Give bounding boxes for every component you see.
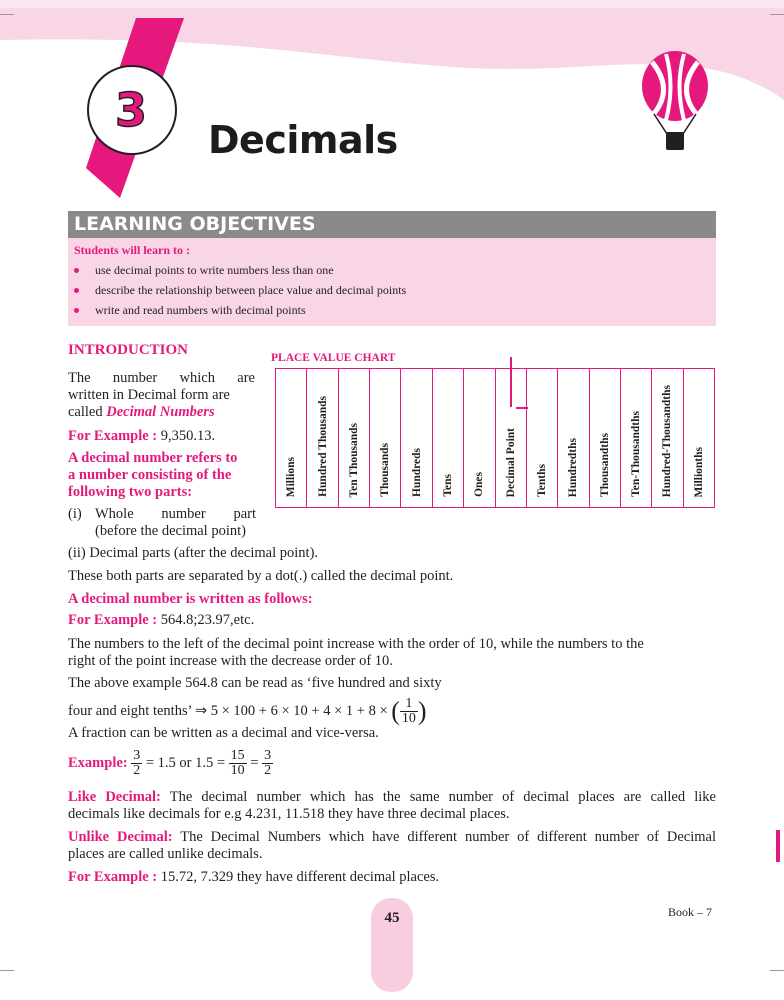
part-2: (ii) Decimal parts (after the decimal point). — [68, 545, 319, 561]
example-1 — [68, 428, 215, 445]
fraction-denominator: 2 — [133, 763, 141, 779]
pv-column-label: Ten Thousands — [347, 422, 360, 497]
pv-column — [527, 369, 558, 507]
fraction-numerator: 3 — [264, 748, 272, 764]
pv-column — [401, 369, 432, 507]
crop-mark — [0, 970, 14, 971]
fraction-line: A fraction can be written as a decimal and vice-versa. — [68, 725, 379, 741]
pv-column-label: Millionths — [692, 446, 705, 497]
chapter-title: Decimals — [208, 118, 398, 162]
bullet-icon — [74, 288, 79, 293]
written-heading: A decimal number is written as follows: — [68, 591, 313, 607]
part-1-num: (i) — [68, 506, 82, 522]
pv-column-label: Hundredths — [567, 437, 580, 497]
bullet-icon — [74, 268, 79, 273]
pv-column-label: Hundred-Thousandths — [661, 384, 674, 497]
pv-column — [621, 369, 652, 507]
place-value-chart-title: PLACE VALUE CHART — [271, 352, 396, 364]
unlike-text: The Decimal Numbers which have different number of different number of Decimal — [180, 829, 716, 845]
objective-item: write and read numbers with decimal points — [95, 303, 306, 317]
pv-column-label: Thousandths — [598, 433, 611, 497]
pv-column — [558, 369, 589, 507]
unlike-line-1 — [68, 829, 716, 846]
fraction-example — [68, 746, 273, 780]
pv-column — [652, 369, 683, 507]
pv-column-label: Hundred Thousands — [316, 396, 329, 497]
like-decimal — [68, 789, 716, 823]
fraction-denominator: 10 — [230, 763, 245, 779]
pv-column-label: Tenths — [536, 464, 549, 497]
order-line-2: right of the point increase with the decrease order of 10. — [68, 653, 393, 669]
pv-column — [276, 369, 307, 507]
parts-heading-line: A decimal number refers to — [68, 450, 238, 466]
example-label: For Example : — [68, 428, 158, 444]
objectives-lead: Students will learn to : — [74, 243, 191, 257]
example-value: 9,350.13. — [160, 428, 216, 444]
intro-line — [68, 404, 215, 421]
pv-column — [339, 369, 370, 507]
pv-column-label: Decimal Point — [504, 427, 517, 497]
decimal-point-pointer-h — [516, 407, 528, 409]
example-label: Example: — [68, 755, 128, 771]
objective-item: describe the relationship between place value and decimal points — [95, 283, 407, 297]
pv-column-label: Millions — [285, 456, 298, 497]
pv-column-label: Ten-Thousandths — [630, 411, 643, 497]
place-value-chart — [275, 368, 715, 508]
hot-air-balloon-icon — [640, 50, 710, 154]
example-middle: = 1.5 or 1.5 = — [145, 755, 226, 771]
like-line-2: decimals like decimals for e.g 4.231, 11.518 they have three decimal places. — [68, 806, 510, 822]
equals-sign: = — [250, 755, 259, 771]
fraction-denominator: 10 — [401, 711, 416, 727]
parts-heading — [68, 450, 237, 501]
fraction-numerator: 15 — [230, 748, 245, 764]
part-1-a: Whole number part — [95, 506, 256, 522]
pv-column — [370, 369, 401, 507]
intro-called: called — [68, 404, 103, 420]
decimal-numbers-term: Decimal Numbers — [106, 404, 215, 420]
crop-mark — [0, 14, 14, 15]
fraction-one-tenth — [400, 697, 418, 726]
unlike-decimal — [68, 829, 716, 863]
crop-mark — [770, 14, 784, 15]
order-line-1: The numbers to the left of the decimal point increase with the order of 10, while the numbers to the — [68, 636, 644, 652]
pv-column — [433, 369, 464, 507]
fraction-numerator: 3 — [133, 748, 141, 764]
like-label: Like Decimal: — [68, 789, 161, 805]
pv-column-label: Ones — [473, 472, 486, 497]
pv-column-label: Hundreds — [410, 447, 423, 497]
objectives-heading: LEARNING OBJECTIVES — [68, 211, 716, 238]
pv-column-label: Thousands — [379, 443, 392, 497]
fraction-denominator: 2 — [264, 763, 272, 779]
pv-column — [684, 369, 714, 507]
read-line-2 — [68, 696, 427, 727]
pv-column — [590, 369, 621, 507]
parts-heading-line: following two parts: — [68, 484, 193, 500]
objective-item: use decimal points to write numbers less than one — [95, 263, 334, 277]
separated-line: These both parts are separated by a dot(.) called the decimal point. — [68, 568, 454, 584]
example-label: For Example : — [68, 612, 158, 628]
fraction — [131, 749, 142, 778]
introduction-heading: INTRODUCTION — [68, 342, 189, 358]
objectives-box — [68, 238, 716, 326]
paren-left: ( — [391, 696, 400, 726]
side-marker — [776, 830, 780, 862]
like-text: The decimal number which has the same number of decimal places are called like — [169, 789, 716, 805]
bullet-icon — [74, 308, 79, 313]
intro-line: The number which are — [68, 370, 255, 386]
read-line-1: The above example 564.8 can be read as ‘five hundred and sixty — [68, 675, 442, 691]
part-1-b: (before the decimal point) — [95, 523, 246, 539]
intro-line: written in Decimal form are — [68, 387, 230, 403]
pv-column-label: Tens — [441, 474, 454, 497]
unlike-label: Unlike Decimal: — [68, 829, 173, 845]
example-2 — [68, 612, 254, 629]
like-line-1 — [68, 789, 716, 806]
paren-right: ) — [417, 696, 427, 726]
pv-column — [307, 369, 338, 507]
parts-heading-line: a number consisting of the — [68, 467, 232, 483]
fraction-numerator: 1 — [400, 697, 418, 712]
book-label: Book – 7 — [668, 905, 713, 919]
pv-column-decimal-point — [496, 369, 527, 507]
example-value: 564.8;23.97,etc. — [160, 612, 255, 628]
page-number: 45 — [384, 910, 400, 926]
example-value: 15.72, 7.329 they have different decimal places. — [160, 869, 440, 885]
chapter-number: 3 — [114, 83, 147, 137]
pv-column — [464, 369, 495, 507]
unlike-line-2: places are called unlike decimals. — [68, 846, 263, 862]
fraction — [229, 749, 247, 778]
crop-mark — [770, 970, 784, 971]
read-expression: four and eight tenths’ ⇒ 5 × 100 + 6 × 10 + 4 × 1 + 8 × — [68, 703, 388, 719]
example-3 — [68, 869, 439, 886]
example-label: For Example : — [68, 869, 158, 885]
fraction — [262, 749, 273, 778]
